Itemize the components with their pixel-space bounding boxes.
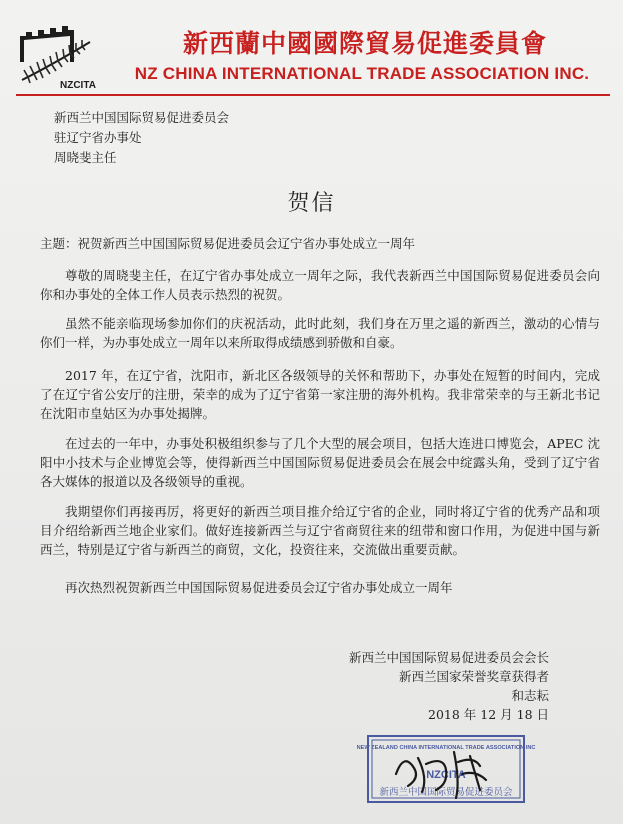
seal-text-cn: 新西兰中国国际贸易促进委员会 <box>379 787 513 798</box>
letter-date: 2018 年 12 月 18 日 <box>428 707 549 722</box>
seal-text-abbr: NZCITA <box>426 769 466 781</box>
letterhead-name-en: NZ CHINA INTERNATIONAL TRADE ASSOCIATION INC. <box>134 64 590 83</box>
body-paragraph: 在过去的一年中，办事处积极组织参与了几个大型的展会项目，包括大连进口博览会，APEC 沈阳中小技术与企业博览会等，使得新西兰中国国际贸易促进委员会在展会中绽露头角，受到了辽宁省各大媒体的报道以及各级领导的重视。 <box>40 436 600 489</box>
fern-and-great-wall-icon <box>16 22 98 92</box>
closing-paragraph: 再次热烈祝贺新西兰中国国际贸易促进委员会辽宁省办事处成立一周年 <box>65 580 453 595</box>
letterhead-name-cn: 新西蘭中國國際貿易促進委員會 <box>182 29 547 58</box>
seal-text-en: NEW ZEALAND CHINA INTERNATIONAL TRADE ASSOCIATION INC <box>356 745 536 751</box>
body-paragraph: 2017 年，在辽宁省，沈阳市，新北区各级领导的关怀和帮助下，办事处在短暂的时间内，完成了在辽宁省公安厅的注册，荣幸的成为了辽宁省第一家注册的海外机构。我非常荣幸的与王新北书记在沈阳市皇姑区为办事处揭牌。 <box>40 368 600 421</box>
letter-subject: 主题：祝贺新西兰中国国际贸易促进委员会辽宁省办事处成立一周年 <box>40 236 416 251</box>
recipient-block <box>54 108 229 168</box>
body-paragraph: 虽然不能亲临现场参加你们的庆祝活动，此时此刻，我们身在万里之遥的新西兰，激动的心情与你们一样，为办事处成立一周年以来所取得成绩感到骄傲和自豪。 <box>40 316 600 350</box>
recipient-line: 周晓斐主任 <box>54 150 117 165</box>
letter-title: 贺信 <box>287 191 336 216</box>
recipient-line: 新西兰中国国际贸易促进委员会 <box>54 110 230 125</box>
signature-block <box>349 648 549 724</box>
signer-title: 新西兰中国国际贸易促进委员会会长 <box>348 650 549 665</box>
logo-text: NZCITA <box>60 80 96 91</box>
body-paragraph: 尊敬的周晓斐主任，在辽宁省办事处成立一周年之际，我代表新西兰中国国际贸易促进委员会向你和办事处的全体工作人员表示热烈的祝贺。 <box>40 268 600 302</box>
signer-honor: 新西兰国家荣誉奖章获得者 <box>398 669 549 684</box>
signer-name: 和志耘 <box>511 688 549 703</box>
letterhead-divider <box>16 94 610 96</box>
organization-seal-stamp <box>356 734 536 804</box>
recipient-line: 驻辽宁省办事处 <box>54 130 142 145</box>
body-paragraph: 我期望你们再接再厉，将更好的新西兰项目推介给辽宁省的企业，同时将辽宁省的优秀产品和项目介绍给新西兰地企业家们。做好连接新西兰与辽宁省商贸往来的纽带和窗口作用，为促进中国与新西兰，特别是辽宁省与新西兰的商贸，文化，投资往来，交流做出重要贡献。 <box>40 504 600 557</box>
